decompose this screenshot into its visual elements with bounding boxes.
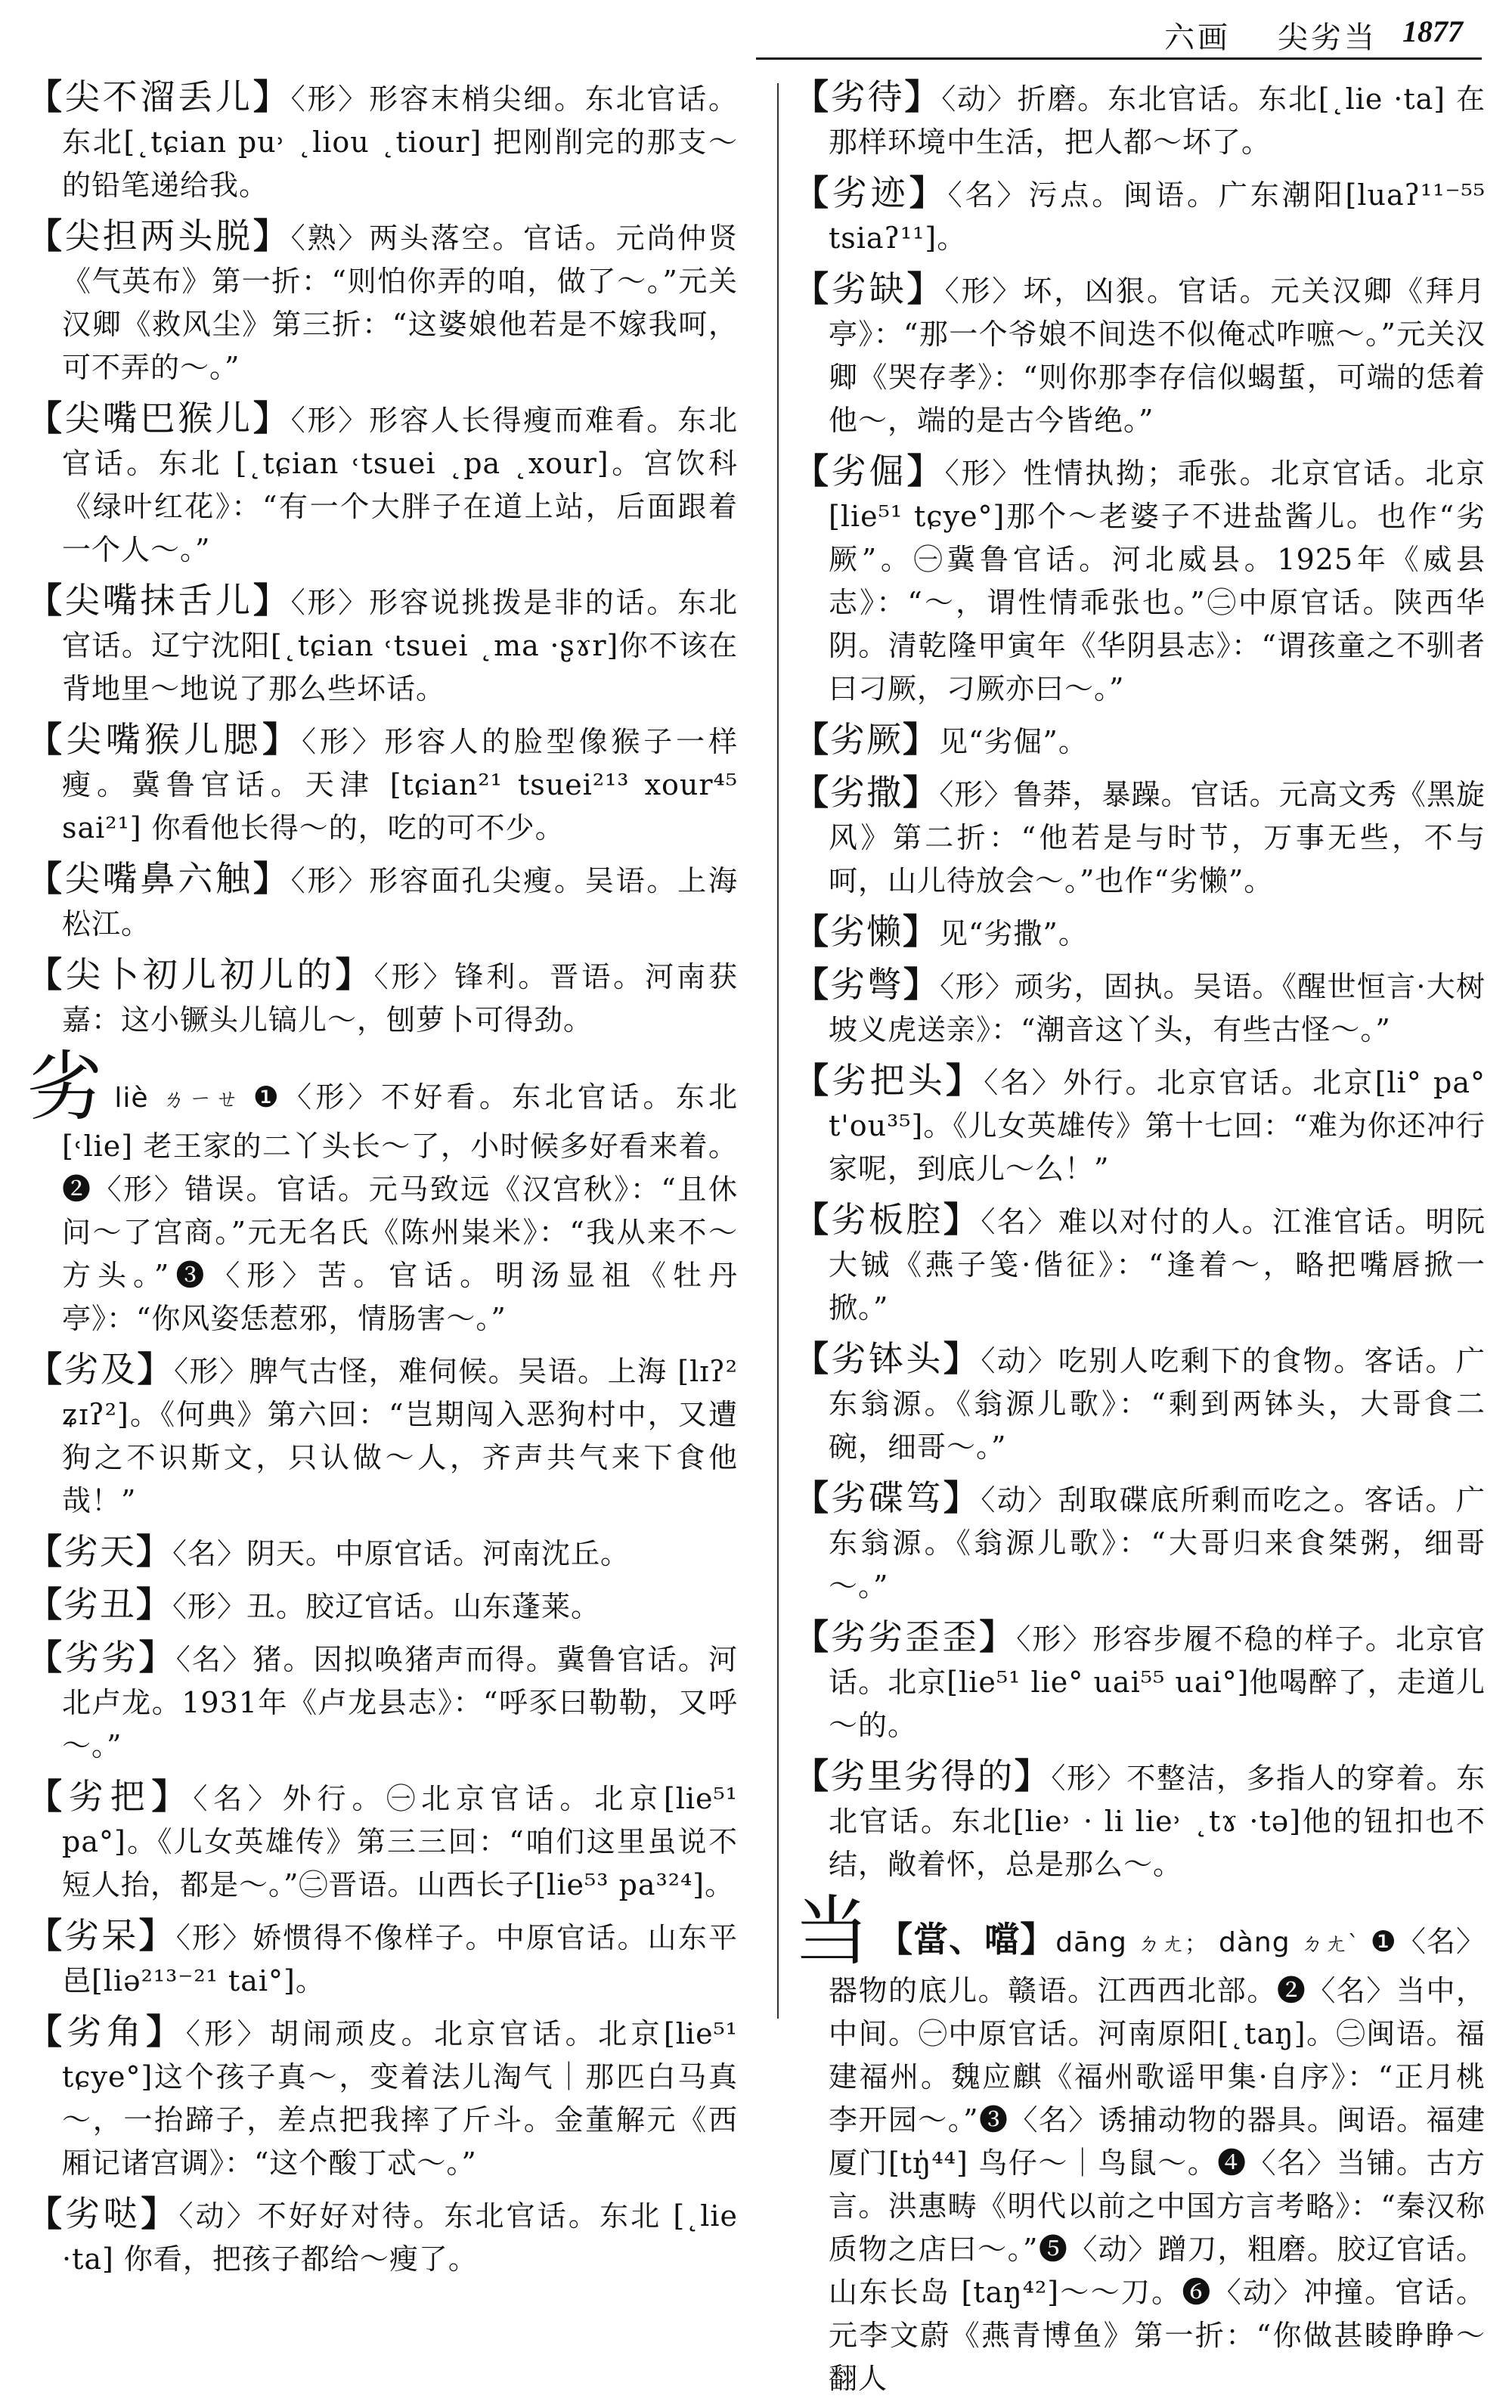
entry-definition: 〈形〉不整洁，多指人的穿着。东北官话。东北[lie˒ · li lie˒ ˛tɤ ·tə]他的钮扣也不结，敞着怀，总是那么～。 [829, 1762, 1486, 1881]
entry-headword: 劣把 [68, 1776, 152, 1817]
dictionary-entry [794, 1337, 1486, 1469]
entry-definition: 〈形〉性情执拗；乖张。北京官话。北京 [lie⁵¹ tɕye°]那个～老婆子不进盐酱儿。也作“劣厥”。㊀冀鲁官话。河北威县。1925年《威县志》：“～，谓性情乖张也。”㊁中原官话。陕西华阴。清乾隆甲寅年《华阴县志》：“谓孩童之不驯者曰刁厥，刁厥亦曰～。” [829, 457, 1486, 705]
dictionary-entry [27, 1914, 738, 2003]
bracket-close: 】 [904, 76, 942, 117]
entry-definition: 〈形〉顽劣，固执。吴语。《醒世恒言·大树坡义虎送亲》：“潮音这丫头，有些古怪～。” [829, 970, 1486, 1046]
bracket-open: 【 [27, 398, 65, 439]
dictionary-entry [794, 910, 1486, 956]
bracket-close: 】 [141, 2193, 179, 2234]
dictionary-entry [27, 579, 738, 711]
entry-headword: 尖嘴猴儿腮 [66, 719, 263, 760]
bracket-open: 【 [794, 772, 831, 813]
entry-headword: 尖嘴抹舌儿 [64, 580, 253, 621]
entry-definition: 〈形〉锋利。晋语。河南获嘉：这小镢头儿镐儿～，刨萝卜可得劲。 [62, 960, 739, 1037]
dictionary-entry [27, 1775, 738, 1907]
entry-definition: 〈形〉娇惯得不像样子。中原官话。山东平邑[liə²¹³⁻²¹ tai°]。 [62, 1921, 739, 1997]
bracket-close: 】 [909, 172, 948, 213]
bracket-close: 】 [906, 451, 945, 491]
entry-headword: 劣天 [64, 1531, 136, 1572]
page-number: 1877 [1402, 14, 1463, 48]
bracket-close: 】 [138, 1915, 176, 1956]
variant-forms: 【當、噹】 [878, 1919, 1056, 1960]
entry-headword: 劣钵头 [831, 1338, 943, 1379]
entry-definition: 〈动〉吃别人吃剩下的食物。客话。广东翁源。《翁源儿歌》：“剩到两钵头，大哥食二碗，细哥～。” [829, 1344, 1486, 1464]
entry-headword: 尖不溜丢儿 [64, 76, 253, 117]
bracket-close: 】 [943, 1338, 981, 1379]
bracket-close: 】 [979, 1616, 1017, 1657]
entry-definition: 〈名〉外行。北京官话。北京[li° pa° t'ou³⁵]。《儿女英雄传》第十七回：“难为你还冲行家呢，到底儿～么！” [829, 1066, 1486, 1185]
bracket-open: 【 [27, 2193, 66, 2234]
bracket-open: 【 [27, 1349, 64, 1390]
entry-definition: 〈名〉难以对付的人。江淮官话。明阮大铖《燕子笺·偕征》：“逢着～，略把嘴唇掀一掀。” [829, 1205, 1486, 1325]
dictionary-entry [27, 1530, 738, 1576]
bracket-open: 【 [794, 1338, 832, 1379]
bracket-close: 】 [903, 964, 940, 1005]
entry-headword: 劣哒 [65, 2193, 141, 2234]
entry-definition: 〈动〉折磨。东北官话。东北[˛lie ·ta] 在那样环境中生活，把人都～坏了。 [829, 82, 1486, 159]
dictionary-entry [794, 771, 1486, 903]
entry-headword: 劣倔 [831, 451, 907, 491]
entry-definition: 〈形〉丑。胶辽官话。山东蓬莱。 [172, 1590, 601, 1623]
bracket-close: 】 [138, 1637, 176, 1678]
entry-headword: 劣懒 [830, 911, 903, 952]
entry-definition: 见“劣撒”。 [939, 917, 1088, 950]
entry-headword: 劣碟笃 [831, 1477, 943, 1518]
entry-headword: 劣把头 [832, 1060, 947, 1101]
dictionary-entry [27, 857, 738, 946]
bracket-open: 【 [27, 858, 65, 899]
entry-headword: 劣劣 [64, 1637, 139, 1678]
header-rule [756, 57, 1482, 60]
head-character: 劣 [27, 1043, 107, 1131]
entry-headword: 劣及 [64, 1349, 138, 1390]
bracket-open: 【 [794, 76, 831, 117]
entry-headword: 劣板腔 [831, 1199, 943, 1240]
pinyin: liè [114, 1083, 149, 1114]
entry-headword: 尖卜初儿初儿的 [65, 954, 336, 995]
character-entry [27, 1043, 739, 1340]
zhuyin-2: ㄉㄤˋ [1300, 1931, 1360, 1957]
column-divider [777, 83, 779, 2019]
entry-headword: 尖担两头脱 [64, 215, 253, 256]
bracket-open: 【 [794, 451, 832, 491]
entry-headword: 尖嘴巴猴儿 [64, 398, 253, 439]
bracket-open: 【 [794, 719, 830, 760]
head-character: 当 [794, 1887, 871, 1976]
entry-definition: 〈形〉脾气古怪，难伺候。吴语。上海 [lɪʔ² ʑɪʔ²]。《何典》第六回：“岂期闯入恶狗村中，又遭狗之不识斯文，只认做～人，齐声共气来下食他哉！” [62, 1355, 739, 1517]
bracket-close: 】 [253, 858, 291, 899]
bracket-close: 】 [903, 772, 940, 813]
bracket-close: 】 [943, 1477, 981, 1518]
bracket-close: 】 [946, 1060, 984, 1101]
bracket-open: 【 [794, 964, 831, 1005]
zhuyin: ㄉㄤ； [1137, 1931, 1209, 1957]
character-entry [794, 1887, 1486, 2400]
entry-headword: 劣迹 [832, 172, 909, 213]
bracket-open: 【 [794, 1616, 832, 1657]
entry-definition: 〈名〉阴天。中原官话。河南沈丘。 [172, 1537, 631, 1570]
dictionary-entry [794, 1616, 1486, 1747]
dictionary-entry [27, 215, 738, 389]
entry-headword: 劣缺 [831, 268, 907, 309]
bracket-close: 】 [151, 1776, 194, 1817]
entry-definition: 〈形〉形容面孔尖瘦。吴语。上海松江。 [62, 864, 738, 941]
bracket-open: 【 [794, 911, 830, 952]
dictionary-entry [27, 1348, 738, 1523]
entry-definition: 〈形〉胡闹顽皮。北京官话。北京[lie⁵¹ tɕye°]这个孩子真～，变着法儿淘气｜那匹白马真～，一抬蹄子，差点把我摔了斤斗。金董解元《西厢记诸宫调》：“这个酸丁忒～。” [62, 2017, 739, 2180]
bracket-open: 【 [27, 1637, 65, 1678]
entry-headword: 劣里劣得的 [830, 1756, 1015, 1796]
bracket-open: 【 [794, 172, 832, 213]
dictionary-entry [27, 1583, 738, 1629]
entry-definition: 〈名〉污点。闽语。广东潮阳[luaʔ¹¹⁻⁵⁵ tsiaʔ¹¹]。 [829, 178, 1486, 255]
bracket-close: 】 [906, 268, 945, 309]
dictionary-entry [27, 953, 738, 1042]
bracket-open: 【 [794, 1199, 832, 1240]
bracket-open: 【 [794, 1477, 832, 1518]
bracket-close: 】 [903, 911, 939, 952]
entry-definition: 〈熟〉两头落空。官话。元尚仲贤《气英布》第一折：“则怕你弄的咱，做了～。”元关汉卿《救风尘》第三折：“这婆娘他若是不嫁我呵，可不弄的～。” [62, 222, 738, 384]
dictionary-entry [794, 268, 1486, 442]
dictionary-entry [27, 718, 738, 850]
dictionary-entry [27, 2010, 738, 2185]
bracket-close: 】 [903, 719, 939, 760]
entry-definition: 〈形〉坏，凶狠。官话。元关汉卿《拜月亭》：“那一个爷娘不间迭不似俺忒咋嗻～。”元关汉卿《哭存孝》：“则你那李存信似蝎蜇，可端的恁着他～，端的是古今皆绝。” [829, 274, 1486, 437]
entry-definition: 见“劣倔”。 [939, 725, 1088, 758]
entry-headword: 劣彆 [830, 964, 903, 1005]
entry-definition: 〈形〉形容说挑拨是非的话。东北官话。辽宁沈阳[˛tɕian ˓tsuei ˛ma ·ʂɤr]你不该在背地里～地说了那么些坏话。 [62, 586, 738, 705]
bracket-close: 】 [1014, 1756, 1052, 1796]
dictionary-entry [27, 2193, 738, 2281]
entry-headword: 劣丑 [64, 1584, 136, 1625]
entry-definition: 〈名〉外行。㊀北京官话。北京[lie⁵¹ pa°]。《儿女英雄传》第三三回：“咱们这里虽说不短人抬，都是～。”㊁晋语。山西长子[lie⁵³ pa³²⁴]。 [62, 1782, 738, 1901]
bracket-open: 【 [27, 719, 67, 760]
bracket-open: 【 [27, 954, 66, 995]
bracket-close: 】 [136, 1531, 172, 1572]
bracket-close: 】 [253, 398, 291, 439]
entry-headword: 劣待 [830, 76, 905, 117]
bracket-open: 【 [27, 1776, 69, 1817]
bracket-close: 】 [253, 215, 291, 256]
bracket-open: 【 [27, 580, 65, 621]
entry-headword: 劣呆 [64, 1915, 139, 1956]
stroke-section: 六画 [1164, 20, 1231, 55]
bracket-open: 【 [794, 1060, 832, 1101]
bracket-close: 】 [136, 1584, 172, 1625]
bracket-open: 【 [794, 1756, 831, 1796]
entry-headword: 尖嘴鼻六触 [64, 858, 253, 899]
entry-definition: ❶〈名〉器物的底儿。赣语。江西西北部。❷〈名〉当中，中间。㊀中原官话。河南原阳[˛taŋ]。㊁闽语。福建福州。魏应麒《福州歌谣甲集·自序》：“正月桃李开园～。”❸〈名〉诱捕动物的器具。闽语。福建厦门[tŋ̍⁴⁴] 鸟仔～｜鸟鼠～。❹〈名〉当铺。古方言。洪惠畴《明代以前之中国方言考略》：“秦汉称质物之店曰～。”❺〈动〉蹭刀，粗磨。胶辽官话。山东长岛 [taŋ⁴²]～～刀。❻〈动〉冲撞。官话。元李文蔚《燕青博鱼》第一折：“你做甚睖睁睁～翻人 [829, 1925, 1486, 2395]
bracket-close: 】 [253, 580, 291, 621]
bracket-close: 】 [335, 954, 374, 995]
running-head [1134, 14, 1489, 55]
dictionary-entry [794, 76, 1486, 164]
entry-headword: 劣劣歪歪 [831, 1616, 980, 1657]
bracket-close: 】 [943, 1199, 981, 1240]
dictionary-entry [27, 76, 738, 207]
entry-definition: 〈形〉形容人长得瘦而难看。东北官话。东北 [˛tɕian ˓tsuei ˛pa ˛xour]。宫饮科《绿叶红花》：“有一个大胖子在道上站，后面跟着一个人～。” [62, 404, 738, 566]
entry-definition: 〈动〉不好好对待。东北官话。东北 [˛lie ·ta] 你看，把孩子都给～瘦了。 [62, 2199, 738, 2276]
dictionary-entry [794, 1198, 1486, 1330]
dictionary-entry [794, 963, 1486, 1052]
dictionary-entry [27, 1636, 738, 1768]
bracket-close: 】 [146, 2011, 186, 2052]
dictionary-entry [794, 1059, 1486, 1191]
dictionary-entry [794, 172, 1486, 260]
entry-headword: 劣厥 [830, 719, 903, 760]
pinyin-2: dàng [1219, 1927, 1290, 1958]
bracket-open: 【 [27, 1531, 64, 1572]
dictionary-entry [794, 1755, 1486, 1886]
dictionary-entry [27, 397, 738, 572]
entry-definition: ❶〈形〉不好看。东北官话。东北 [˓lie] 老王家的二丫头长～了，小时候多好看来着。❷〈形〉错误。官话。元马致远《汉宫秋》：“且休问～了宫商。”元无名氏《陈州粜米》：“我从来不～方头。”❸〈形〉苦。官话。明汤显祖《牡丹亭》：“你风姿恁惹邪，情肠害～。” [62, 1080, 739, 1335]
pinyin: dāng [1055, 1927, 1127, 1958]
bracket-close: 】 [262, 719, 302, 760]
zhuyin: ㄌㄧㄝ [159, 1086, 243, 1113]
bracket-open: 【 [794, 268, 832, 309]
bracket-open: 【 [27, 1584, 64, 1625]
bracket-open: 【 [27, 76, 65, 117]
entry-definition: 〈名〉猪。因拟唤猪声而得。冀鲁官话。河北卢龙。1931年《卢龙县志》：“呼豕曰勒勒，又呼～。” [62, 1643, 739, 1762]
bracket-open: 【 [27, 1915, 65, 1956]
head-characters: 尖劣当 [1278, 20, 1377, 55]
entry-definition: 〈形〉形容人的脸型像猴子一样瘦。冀鲁官话。天津 [tɕian²¹ tsuei²¹³ xour⁴⁵ sai²¹] 你看他长得～的，吃的可不少。 [62, 725, 739, 845]
entry-definition: 〈形〉形容步履不稳的样子。北京官话。北京[lie⁵¹ lie° uai⁵⁵ uai°]他喝醉了，走道儿～的。 [829, 1622, 1486, 1742]
dictionary-entry [794, 718, 1486, 764]
entry-headword: 劣角 [67, 2011, 147, 2052]
dictionary-entry [794, 450, 1486, 711]
entry-definition: 〈动〉刮取碟底所剩而吃之。客话。广东翁源。《翁源儿歌》：“大哥归来食桀粥，细哥～。” [829, 1483, 1486, 1603]
left-column [27, 76, 738, 2289]
entry-definition: 〈形〉鲁莽，暴躁。官话。元高文秀《黑旋风》第二折：“他若是与时节，万事无些，不与呵，山儿待放会～。”也作“劣懒”。 [829, 778, 1486, 897]
bracket-close: 】 [253, 76, 291, 117]
entry-definition: 〈形〉形容末梢尖细。东北官话。东北[˛tɕian pu˒ ˛liou ˛tiour] 把刚削完的那支～的铅笔递给我。 [62, 82, 738, 202]
dictionary-entry [794, 1477, 1486, 1608]
bracket-open: 【 [27, 215, 65, 256]
entry-headword: 劣撒 [830, 772, 903, 813]
bracket-open: 【 [27, 2011, 67, 2052]
bracket-close: 】 [137, 1349, 175, 1390]
right-column [794, 76, 1486, 2408]
